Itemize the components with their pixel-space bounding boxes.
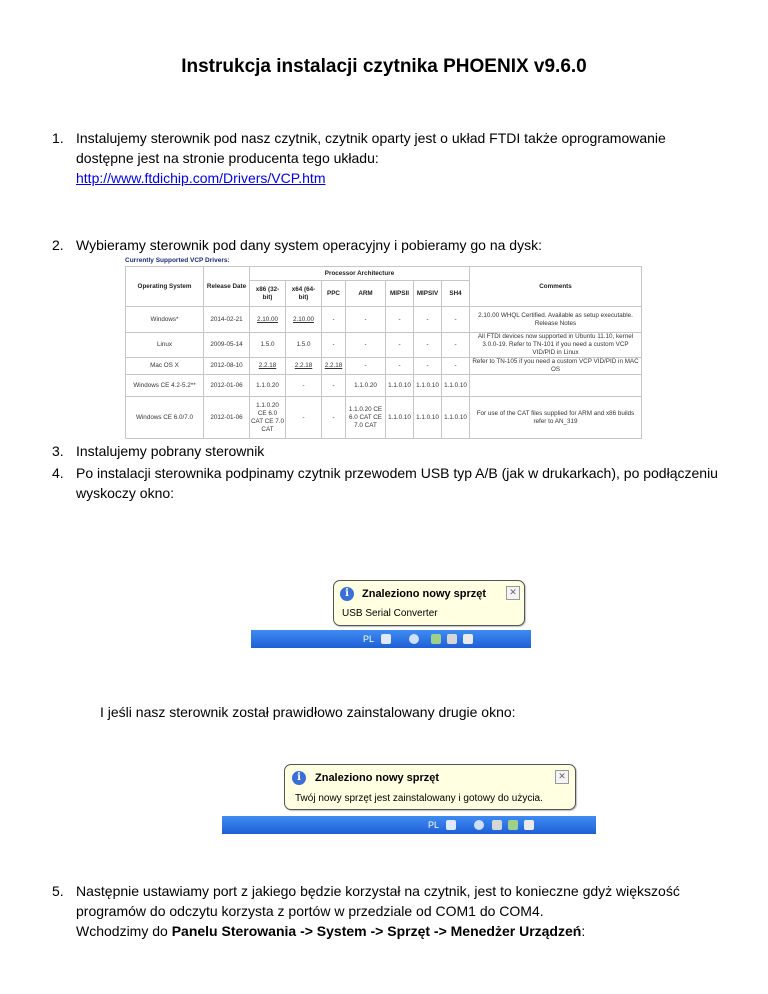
step-text: Wybieramy sterownik pod dany system operacyjny i pobieramy go na dysk: (76, 237, 542, 253)
table-cell: Windows* (126, 307, 204, 333)
download-link[interactable]: 2.2.18 (286, 358, 322, 375)
tray-app-icon[interactable] (409, 634, 419, 644)
step-text: Po instalacji sterownika podpinamy czytnik przewodem USB typ A/B (jak w drukarkach), po podłączeniu wyskoczy okno: (76, 465, 718, 501)
step-instruction (76, 921, 722, 941)
header-arm: ARM (346, 281, 386, 307)
balloon-title: Znaleziono nowy sprzęt (315, 772, 440, 784)
balloon-message: Twój nowy sprzęt jest zainstalowany i gotowy do użycia. (295, 793, 543, 804)
step-text: Instalujemy pobrany sterownik (76, 443, 265, 459)
table-cell: 2012-08-10 (204, 358, 250, 375)
download-link[interactable]: 2.2.18 (322, 358, 346, 375)
download-link[interactable]: 2.10.00 (286, 307, 322, 333)
table-cell: 2014-02-21 (204, 307, 250, 333)
table-cell: - (322, 397, 346, 439)
table-cell: 1.1.0.10 (414, 397, 442, 439)
table-cell: 1.1.0.20 CE 6.0 CAT CE 7.0 CAT (250, 397, 286, 439)
table-cell: 2012-01-06 (204, 375, 250, 397)
volume-icon (524, 820, 534, 830)
step-2 (52, 235, 722, 255)
usb-icon (492, 820, 502, 830)
tray-app-icon[interactable] (474, 820, 484, 830)
table-row (126, 333, 642, 358)
table-cell: 2012-01-06 (204, 397, 250, 439)
table-cell: 1.1.0.10 (414, 375, 442, 397)
document-title: Instrukcja instalacji czytnika PHOENIX v9.6.0 (181, 56, 587, 77)
taskbar (222, 816, 596, 834)
table-cell: - (346, 358, 386, 375)
table-cell: For use of the CAT files supplied for ARM and x86 builds refer to AN_319 (470, 397, 642, 439)
table-cell: 1.5.0 (286, 333, 322, 358)
taskbar (251, 630, 531, 648)
table-cell: 1.1.0.20 CE 6.0 CAT CE 7.0 CAT (346, 397, 386, 439)
download-link[interactable]: 2.10.00 (250, 307, 286, 333)
balloon-message: USB Serial Converter (342, 608, 438, 619)
table-cell: - (386, 358, 414, 375)
table-cell: - (386, 333, 414, 358)
step-number: 2. (52, 237, 64, 253)
header-processor-architecture: Processor Architecture (250, 267, 470, 281)
header-comments: Comments (470, 267, 642, 307)
network-icon (431, 634, 441, 644)
step-1 (52, 128, 722, 188)
new-hardware-popup-2 (284, 764, 596, 834)
header-mipsii: MIPSII (386, 281, 414, 307)
header-x86: x86 (32-bit) (250, 281, 286, 307)
table-row (126, 397, 642, 439)
table-row (126, 375, 642, 397)
second-window-note: I jeśli nasz sterownik został prawidłowo zainstalowany drugie okno: (100, 704, 516, 720)
info-icon: i (340, 587, 354, 601)
language-indicator[interactable]: PL (428, 820, 440, 830)
info-icon: i (292, 771, 306, 785)
table-cell: All FTDI devices now supported in Ubuntu 11.10, kernel 3.0.0-19. Refer to TN-101 if you need a custom VCP VID/PID in Linux (470, 333, 642, 358)
table-cell: - (286, 397, 322, 439)
table-row (126, 358, 642, 375)
step-text: Następnie ustawiamy port z jakiego będzie korzystał na czytnik, jest to konieczne gdyż większość programów do odczytu korzysta z portów w przedziale od COM1 do COM4. (76, 883, 680, 919)
table-cell: 1.1.0.20 (346, 375, 386, 397)
step-3 (52, 441, 722, 461)
keyboard-icon (381, 634, 391, 644)
table-row (126, 307, 642, 333)
table-cell: - (442, 358, 470, 375)
table-cell: - (414, 307, 442, 333)
table-cell: Linux (126, 333, 204, 358)
table-cell: 2.10.00 WHQL Certified. Available as setup executable. Release Notes (470, 307, 642, 333)
table-cell: - (322, 307, 346, 333)
table-cell: Windows CE 6.0/7.0 (126, 397, 204, 439)
step-number: 5. (52, 883, 64, 899)
volume-icon (463, 634, 473, 644)
download-link[interactable]: 2.2.18 (250, 358, 286, 375)
header-release-date: Release Date (204, 267, 250, 307)
table-cell: 1.1.0.10 (442, 397, 470, 439)
header-x64: x64 (64-bit) (286, 281, 322, 307)
new-hardware-popup-1 (333, 580, 531, 648)
step-4 (52, 463, 722, 503)
table-cell: 1.1.0.10 (386, 375, 414, 397)
header-sh4: SH4 (442, 281, 470, 307)
table-cell: - (386, 307, 414, 333)
table-cell: - (286, 375, 322, 397)
close-icon[interactable]: ✕ (506, 586, 520, 600)
ftdi-driver-link[interactable]: http://www.ftdichip.com/Drivers/VCP.htm (76, 170, 326, 186)
driver-table-screenshot (125, 256, 641, 439)
table-cell: Refer to TN-105 if you need a custom VCP VID/PID in MAC OS (470, 358, 642, 375)
usb-icon (447, 634, 457, 644)
table-cell: Windows CE 4.2-5.2** (126, 375, 204, 397)
language-indicator[interactable]: PL (363, 634, 375, 644)
step-5 (52, 881, 722, 941)
step-number: 1. (52, 130, 64, 146)
step-text: Instalujemy sterownik pod nasz czytnik, czytnik oparty jest o układ FTDI także oprogramowanie dostępne jest na stronie producenta tego układu: (76, 130, 666, 166)
table-cell: 1.1.0.20 (250, 375, 286, 397)
header-mipsiv: MIPSIV (414, 281, 442, 307)
notification-balloon (333, 580, 525, 626)
table-cell: - (346, 307, 386, 333)
balloon-title: Znaleziono nowy sprzęt (362, 588, 487, 600)
close-icon[interactable]: ✕ (555, 770, 569, 784)
keyboard-icon (446, 820, 456, 830)
table-cell: - (322, 333, 346, 358)
table-cell: - (414, 333, 442, 358)
notification-balloon (284, 764, 576, 810)
step-number: 4. (52, 465, 64, 481)
control-panel-path: Panelu Sterowania -> System -> Sprzęt -> Menedżer Urządzeń (171, 923, 582, 939)
instruction-suffix: : (581, 923, 586, 939)
table-cell: 1.1.0.10 (386, 397, 414, 439)
table-cell: Mac OS X (126, 358, 204, 375)
table-cell: - (442, 333, 470, 358)
table-cell: 2009-05-14 (204, 333, 250, 358)
table-cell: - (414, 358, 442, 375)
table-caption: Currently Supported VCP Drivers: (125, 257, 230, 264)
step-number: 3. (52, 443, 64, 459)
header-operating-system: Operating System (126, 267, 204, 307)
table-cell: - (322, 375, 346, 397)
vcp-driver-table (125, 266, 642, 439)
table-cell: 1.1.0.10 (442, 375, 470, 397)
instruction-prefix: Wchodzimy do (76, 923, 172, 939)
table-cell: - (442, 307, 470, 333)
table-cell: - (346, 333, 386, 358)
table-cell: 1.5.0 (250, 333, 286, 358)
network-icon (508, 820, 518, 830)
header-ppc: PPC (322, 281, 346, 307)
table-cell (470, 375, 642, 397)
